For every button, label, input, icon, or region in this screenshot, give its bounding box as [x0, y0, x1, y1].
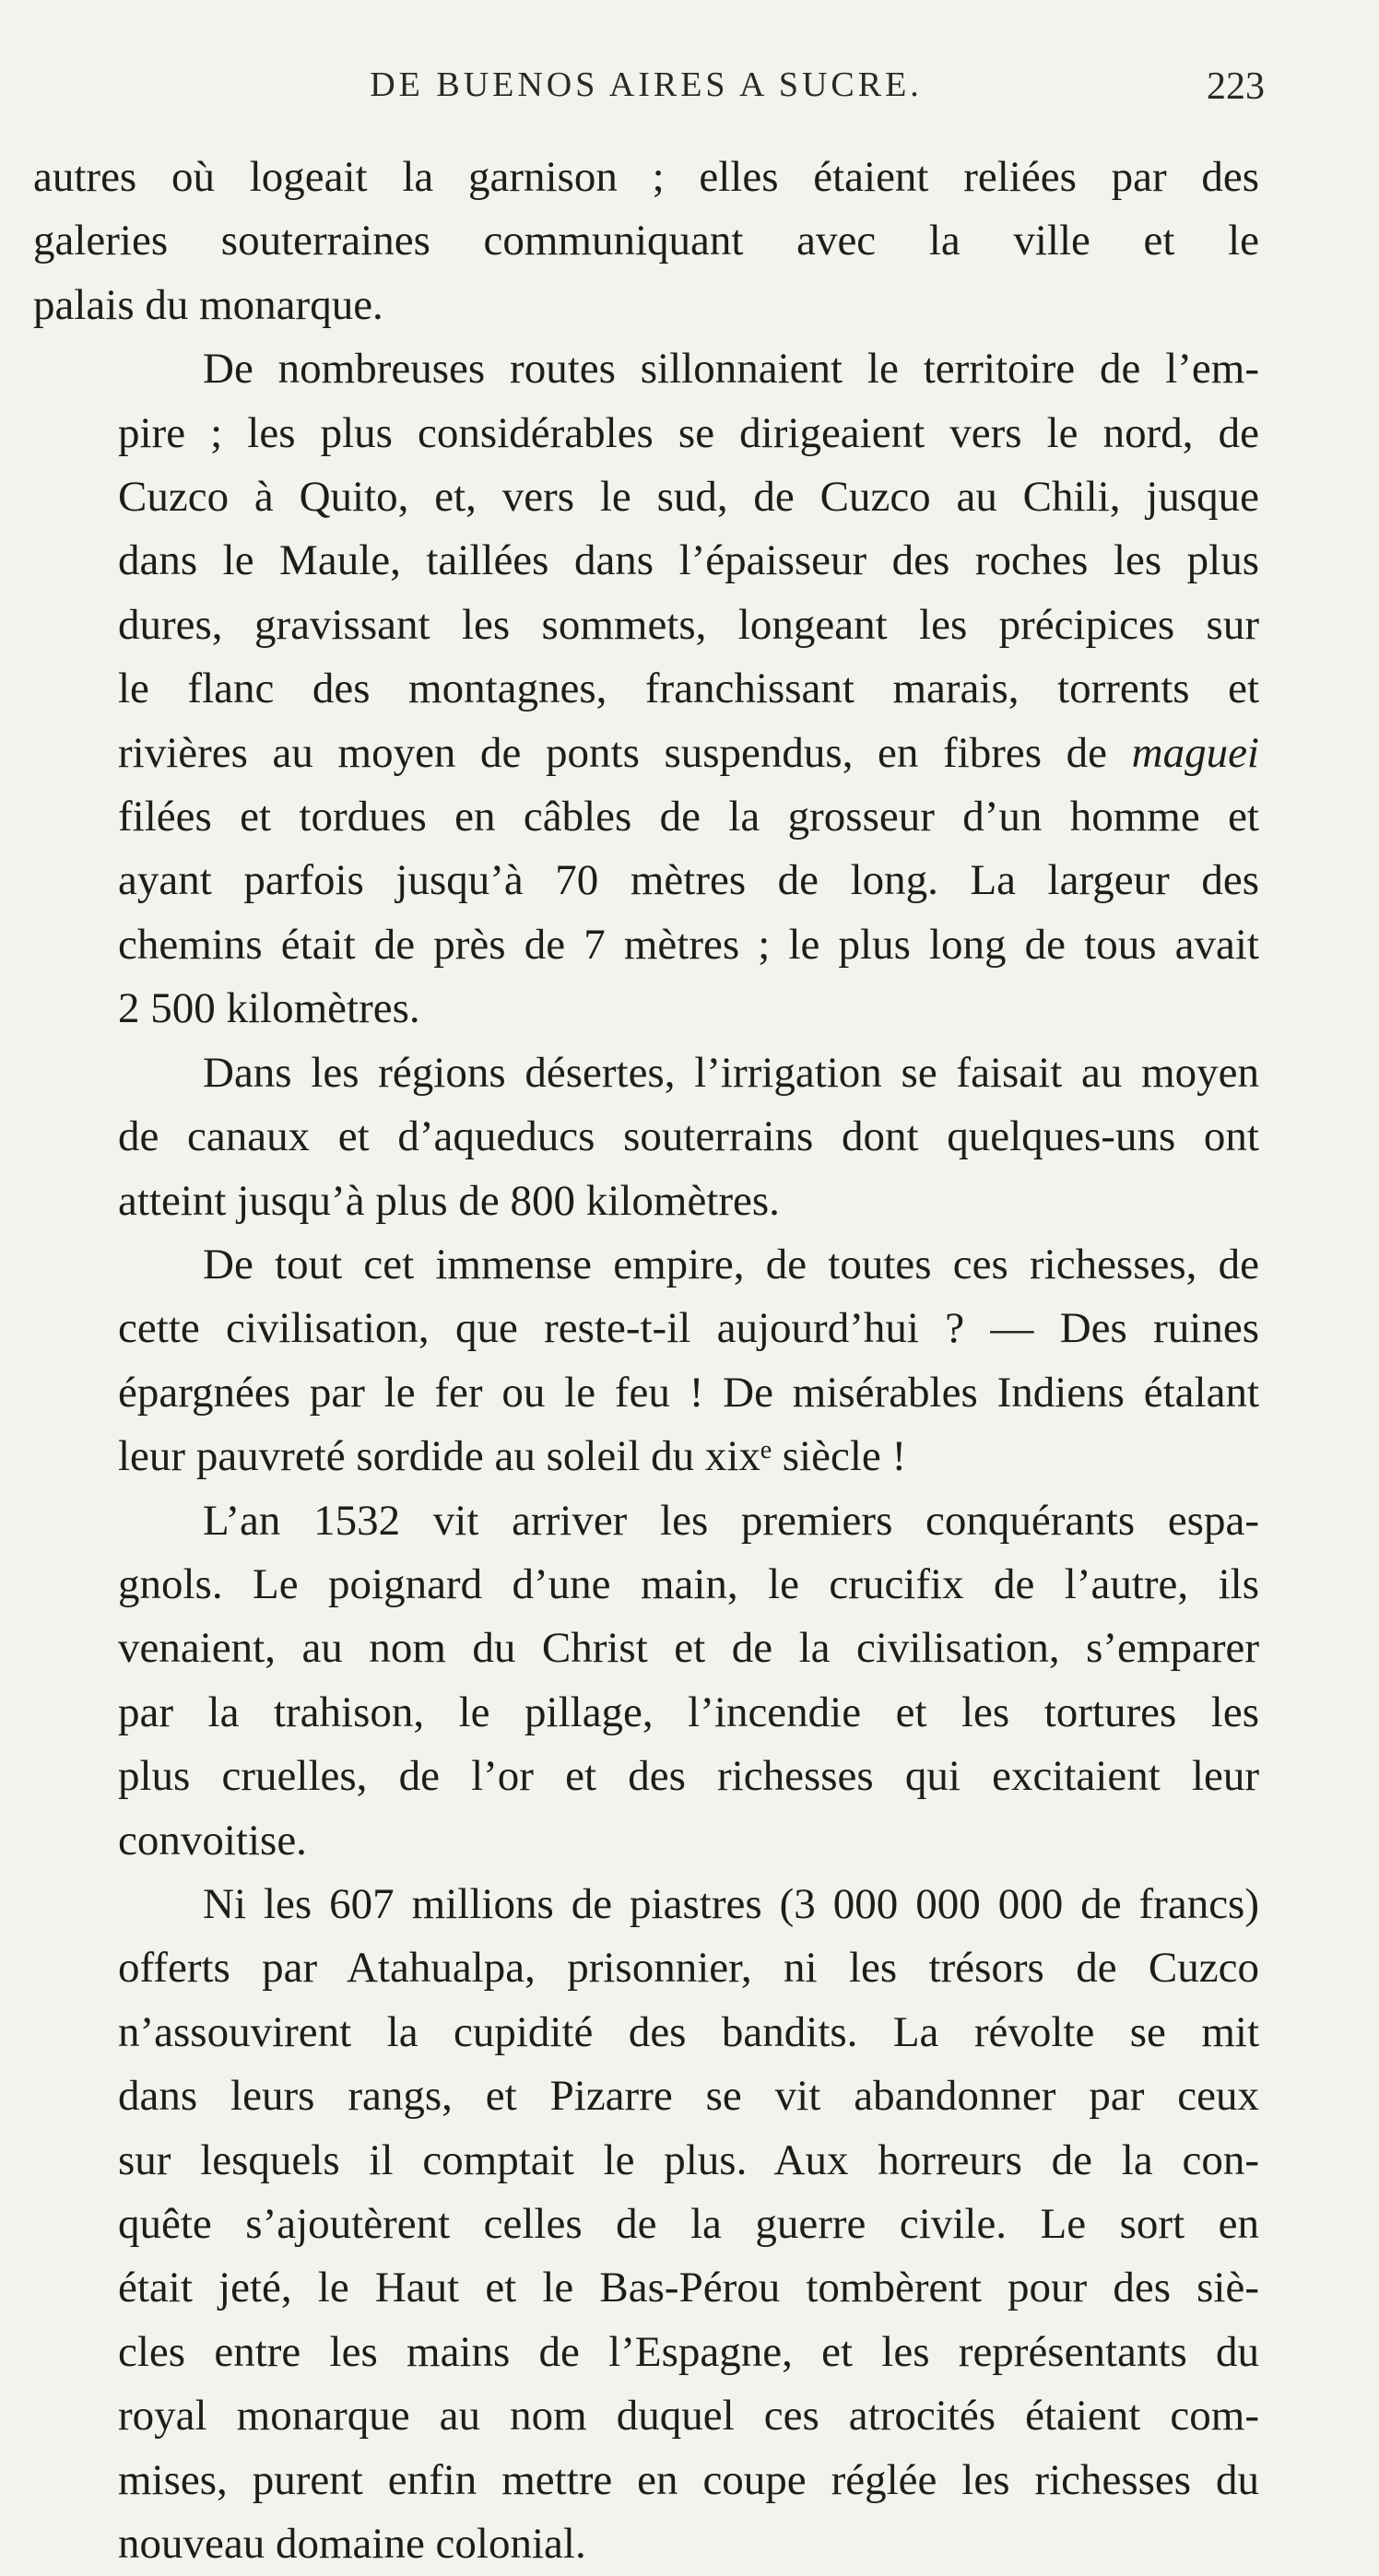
text-line: épargnées par le fer ou le feu ! De misérables Indiens étalant [118, 1368, 1259, 1417]
paragraph-5 [33, 1489, 1259, 1873]
text-line: quête s’ajoutèrent celles de la guerre civile. Le sort en [118, 2200, 1259, 2248]
text-line: Cuzco à Quito, et, vers le sud, de Cuzco au Chili, jusque [118, 473, 1259, 522]
page-number: 223 [1207, 65, 1265, 108]
text-line: autres où logeait la garnison ; elles étaient reliées par des [33, 153, 1259, 201]
text-line: De tout cet immense empire, de toutes ces richesses, de [203, 1240, 1259, 1288]
text-line: dans leurs rangs, et Pizarre se vit abandonner par ceux [118, 2072, 1259, 2121]
text-line: 2 500 kilomètres. [118, 984, 420, 1033]
paragraph-2 [33, 337, 1259, 1041]
text-line: atteint jusqu’à plus de 800 kilomètres. [118, 1176, 780, 1225]
text-line: leur pauvreté sordide au soleil du xixᵉ siècle ! [118, 1432, 907, 1481]
text-line: De nombreuses routes sillonnaient le territoire de l’em- [203, 345, 1259, 394]
text-line: cette civilisation, que reste-t-il aujourd’hui ? — Des ruines [118, 1304, 1259, 1353]
text-line: filées et tordues en câbles de la grosseur d’un homme et [118, 793, 1259, 841]
paragraph-1 [33, 146, 1259, 337]
body-text [33, 146, 1259, 2576]
text-line: dans le Maule, taillées dans l’épaisseur des roches les plus [118, 536, 1259, 585]
text-line: par la trahison, le pillage, l’incendie et les tortures les [118, 1688, 1259, 1736]
paragraph-3 [33, 1041, 1259, 1233]
text-line: Dans les régions désertes, l’irrigation se faisait au moyen [203, 1048, 1259, 1097]
text-line: sur lesquels il comptait le plus. Aux horreurs de la con- [118, 2135, 1259, 2184]
text-line: de canaux et d’aqueducs souterrains dont quelques-uns ont [118, 1112, 1259, 1161]
running-header [33, 65, 1265, 120]
text-line: chemins était de près de 7 mètres ; le plus long de tous avait [118, 920, 1259, 969]
text-line: le flanc des montagnes, franchissant marais, torrents et [118, 665, 1259, 713]
text-line: L’an 1532 vit arriver les premiers conquérants espa- [203, 1496, 1259, 1545]
text-line-with-italic [33, 722, 1259, 785]
text-line: gnols. Le poignard d’une main, le crucifix de l’autre, ils [118, 1559, 1259, 1608]
running-title: DE BUENOS AIRES A SUCRE. [370, 65, 923, 104]
text-line: offerts par Atahualpa, prisonnier, ni les trésors de Cuzco [118, 1944, 1259, 1993]
text-line: était jeté, le Haut et le Bas-Pérou tombèrent pour des siè- [118, 2264, 1259, 2312]
text-line: Ni les 607 millions de piastres (3 000 000 000 de francs) [203, 1879, 1259, 1928]
paragraph-6 [33, 1873, 1259, 2576]
text-line: nouveau domaine colonial. [118, 2520, 586, 2569]
text-line: ayant parfois jusqu’à 70 mètres de long. La largeur des [118, 856, 1259, 905]
text-line: plus cruelles, de l’or et des richesses qui excitaient leur [118, 1752, 1259, 1801]
text-line: galeries souterraines communiquant avec la ville et le [33, 217, 1259, 265]
text-line: dures, gravissant les sommets, longeant les précipices sur [118, 600, 1259, 649]
paragraph-4 [33, 1233, 1259, 1489]
text-line-part: rivières au moyen de ponts suspendus, en fibres de [118, 728, 1108, 777]
italic-word: maguei [1131, 728, 1259, 777]
text-line: venaient, au nom du Christ et de la civilisation, s’emparer [118, 1624, 1259, 1673]
text-line: mises, purent enfin mettre en coupe réglée les richesses du [118, 2455, 1259, 2504]
text-line: n’assouvirent la cupidité des bandits. La révolte se mit [118, 2007, 1259, 2056]
text-line: pire ; les plus considérables se dirigeaient vers le nord, de [118, 408, 1259, 457]
text-line: royal monarque au nom duquel ces atrocités étaient com- [118, 2392, 1259, 2441]
text-line: convoitise. [118, 1816, 307, 1864]
text-line: palais du monarque. [33, 280, 383, 329]
text-line: cles entre les mains de l’Espagne, et les représentants du [118, 2327, 1259, 2376]
